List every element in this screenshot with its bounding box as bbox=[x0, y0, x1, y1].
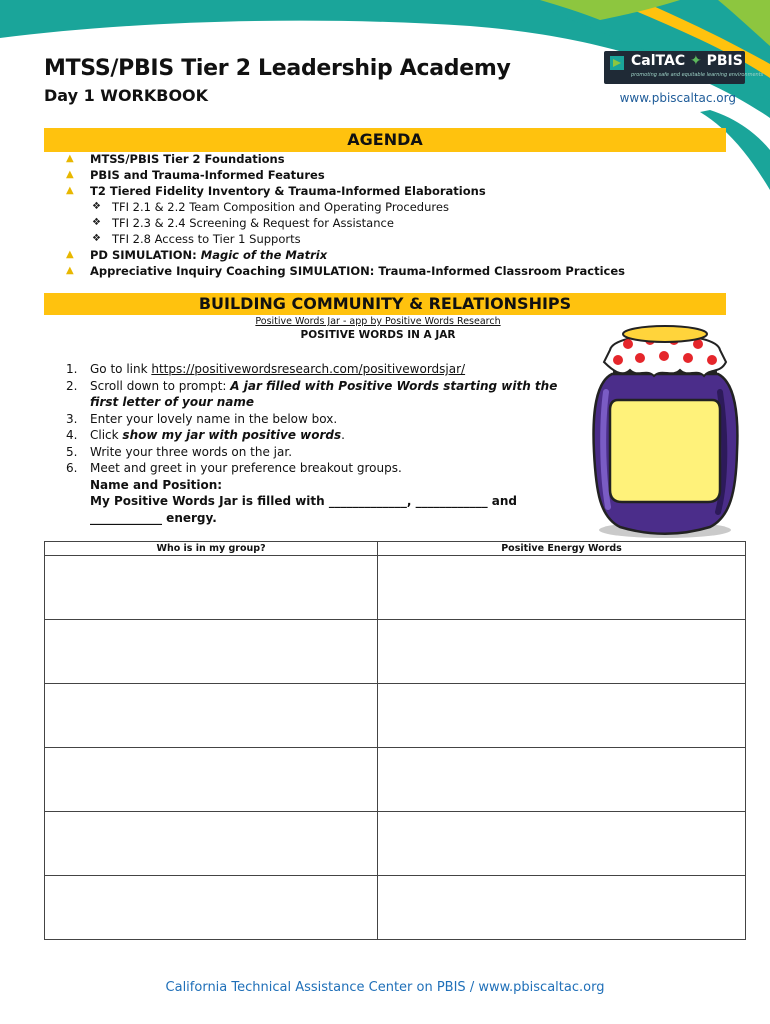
instruction-step: 1. Go to link https://positivewordsresearch.com/positivewordsjar/ bbox=[66, 362, 466, 376]
table-header-row bbox=[45, 542, 746, 556]
name-position-label: Name and Position: bbox=[90, 477, 223, 492]
triangle-bullet-icon: ▲ bbox=[66, 249, 74, 260]
agenda-item: ▲ PBIS and Trauma-Informed Features bbox=[66, 168, 325, 182]
agenda-item: ▲ MTSS/PBIS Tier 2 Foundations bbox=[66, 152, 285, 166]
agenda-item: ▲ T2 Tiered Fidelity Inventory & Trauma-Informed Elaborations bbox=[66, 184, 486, 198]
agenda-subitem: ❖ TFI 2.8 Access to Tier 1 Supports bbox=[92, 232, 301, 246]
words-cell[interactable] bbox=[378, 684, 746, 748]
table-row bbox=[45, 556, 746, 620]
diamond-bullet-icon: ❖ bbox=[92, 233, 101, 244]
triangle-bullet-icon: ▲ bbox=[66, 265, 74, 276]
logo-wordmark: CalTAC ✦ PBIS bbox=[631, 53, 743, 69]
table-row bbox=[45, 684, 746, 748]
agenda-subitem: ❖ TFI 2.1 & 2.2 Team Composition and Operating Procedures bbox=[92, 200, 449, 214]
page-footer: California Technical Assistance Center on PBIS / www.pbiscaltac.org bbox=[165, 980, 605, 995]
agenda-item: ▲ PD SIMULATION: Magic of the Matrix bbox=[66, 248, 328, 262]
diamond-bullet-icon: ❖ bbox=[92, 201, 101, 212]
app-link[interactable]: Positive Words Jar - app by Positive Words Research bbox=[255, 316, 501, 327]
diamond-bullet-icon: ❖ bbox=[92, 217, 101, 228]
triangle-bullet-icon: ▲ bbox=[66, 169, 74, 180]
jar-illustration bbox=[580, 322, 750, 540]
table-row bbox=[45, 876, 746, 940]
group-cell[interactable] bbox=[45, 620, 378, 684]
website-link[interactable]: www.pbiscaltac.org bbox=[619, 91, 736, 105]
column-header-group: Who is in my group? bbox=[45, 542, 378, 556]
community-heading: BUILDING COMMUNITY & RELATIONSHIPS bbox=[44, 293, 726, 315]
words-cell[interactable] bbox=[378, 556, 746, 620]
agenda-item: ▲ Appreciative Inquiry Coaching SIMULATION: Trauma-Informed Classroom Practices bbox=[66, 264, 626, 278]
group-cell[interactable] bbox=[45, 876, 378, 940]
group-cell[interactable] bbox=[45, 556, 378, 620]
instruction-step: 3. Enter your lovely name in the below box. bbox=[66, 411, 338, 426]
caltac-logo-icon bbox=[608, 54, 626, 72]
page-title: MTSS/PBIS Tier 2 Leadership Academy bbox=[44, 56, 511, 81]
instruction-step: 5. Write your three words on the jar. bbox=[66, 444, 293, 459]
table-row bbox=[45, 748, 746, 812]
instruction-step: 6. Meet and greet in your preference breakout groups. bbox=[66, 461, 402, 475]
triangle-bullet-icon: ▲ bbox=[66, 185, 74, 196]
agenda-subitem: ❖ TFI 2.3 & 2.4 Screening & Request for Assistance bbox=[92, 216, 394, 230]
instruction-list bbox=[66, 361, 580, 526]
table-row bbox=[45, 620, 746, 684]
words-cell[interactable] bbox=[378, 620, 746, 684]
group-cell[interactable] bbox=[45, 812, 378, 876]
page-subtitle: Day 1 WORKBOOK bbox=[44, 86, 209, 105]
words-cell[interactable] bbox=[378, 748, 746, 812]
positive-words-link[interactable]: https://positivewordsresearch.com/positivewordsjar/ bbox=[151, 362, 466, 376]
logo-tagline: promoting safe and equitable learning environments bbox=[631, 72, 764, 78]
activity-title: POSITIVE WORDS IN A JAR bbox=[300, 329, 456, 341]
agenda-list bbox=[66, 151, 625, 279]
agenda-heading: AGENDA bbox=[44, 128, 726, 152]
table-row bbox=[45, 812, 746, 876]
group-cell[interactable] bbox=[45, 684, 378, 748]
triangle-bullet-icon: ▲ bbox=[66, 153, 74, 164]
group-table bbox=[44, 541, 746, 940]
words-cell[interactable] bbox=[378, 812, 746, 876]
instruction-step: 2. Scroll down to prompt: A jar filled with Positive Words starting with the first letter of your name bbox=[66, 378, 558, 409]
jar-sentence: My Positive Words Jar is filled with _____________, ____________ and ____________ energy. bbox=[90, 494, 518, 525]
caltac-logo bbox=[604, 51, 764, 84]
words-cell[interactable] bbox=[378, 876, 746, 940]
column-header-words: Positive Energy Words bbox=[378, 542, 746, 556]
instruction-step: 4. Click show my jar with positive words. bbox=[66, 428, 345, 442]
group-cell[interactable] bbox=[45, 748, 378, 812]
